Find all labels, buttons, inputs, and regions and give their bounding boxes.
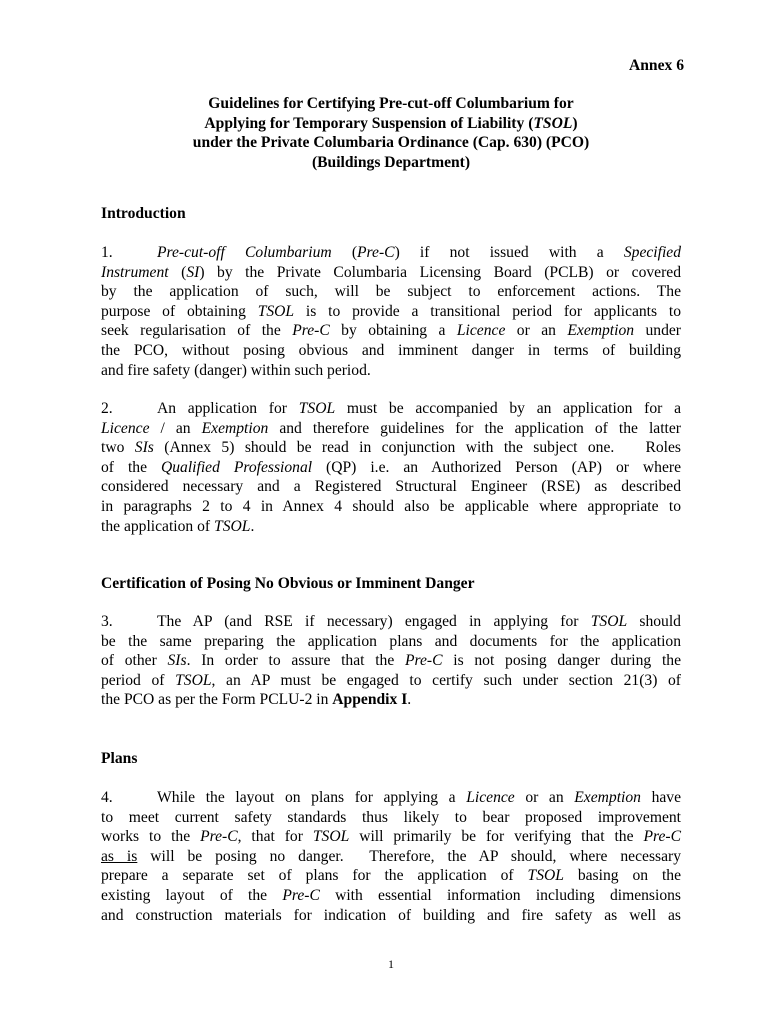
- para3-line-4: period of TSOL, an AP must be engaged to certify such under section 21(3) of: [101, 671, 682, 689]
- para2-line-2: Licence / an Exemption and therefore guidelines for the application of the latter: [101, 419, 681, 437]
- para4-line-6: existing layout of the Pre-C with essential information including dimensions: [101, 886, 681, 904]
- para1-line-4: purpose of obtaining TSOL is to provide a transitional period for applicants to: [101, 302, 681, 320]
- heading-introduction: Introduction: [101, 205, 186, 222]
- heading-certification: Certification of Posing No Obvious or Imminent Danger: [101, 575, 475, 592]
- document-page: [101, 0, 684, 1024]
- para3-line-1: 3. The AP (and RSE if necessary) engaged in applying for TSOL should: [101, 613, 681, 630]
- document-title: [101, 94, 681, 172]
- annex-label: Annex 6: [628, 57, 684, 74]
- paragraph-4: [101, 788, 681, 925]
- para2-line-3: two SIs (Annex 5) should be read in conjunction with the subject one. Roles: [101, 439, 681, 457]
- para1-line-5: seek regularisation of the Pre-C by obtaining a Licence or an Exemption under: [101, 322, 681, 340]
- title-line-3: under the Private Columbaria Ordinance (Cap. 630) (PCO): [192, 134, 590, 152]
- page-number: 1: [388, 957, 394, 971]
- para4-line-7: and construction materials for indication of building and fire safety as well as: [101, 906, 681, 924]
- para1-line-3: by the application of such, will be subject to enforcement actions. The: [101, 283, 681, 301]
- para4-line-5: prepare a separate set of plans for the application of TSOL basing on the: [101, 867, 681, 885]
- para4-line-3: works to the Pre-C, that for TSOL will primarily be for verifying that the Pre-C: [101, 828, 681, 846]
- para4-number: 4.: [101, 789, 113, 806]
- para2-line-5: considered necessary and a Registered Structural Engineer (RSE) as described: [101, 478, 681, 496]
- title-line-1: Guidelines for Certifying Pre-cut-off Columbarium for: [208, 95, 574, 112]
- para1-line-1: 1. Pre-cut-off Columbarium (Pre-C) if not issued with a Specified: [101, 244, 682, 261]
- para3-line-2: be the same preparing the application plans and documents for the application: [101, 632, 681, 650]
- paragraph-2: [101, 399, 681, 536]
- para2-line-7: the application of TSOL.: [101, 517, 255, 535]
- title-line-2: Applying for Temporary Suspension of Liability (TSOL): [204, 114, 578, 132]
- para3-line-5: the PCO as per the Form PCLU-2 in Appendix I.: [101, 691, 412, 709]
- para1-number: 1.: [101, 244, 113, 261]
- para3-number: 3.: [101, 613, 113, 630]
- paragraph-3: [101, 612, 681, 710]
- para3-line-3: of other SIs. In order to assure that the Pre-C is not posing danger during the: [101, 652, 681, 670]
- para2-line-1: 2. An application for TSOL must be accompanied by an application for a: [101, 400, 682, 417]
- para1-line-7: and fire safety (danger) within such period.: [101, 361, 371, 379]
- title-line-4: (Buildings Department): [311, 153, 471, 171]
- para2-number: 2.: [101, 400, 113, 417]
- para4-line-2: to meet current safety standards thus likely to bear proposed improvement: [101, 808, 681, 826]
- para2-line-6: in paragraphs 2 to 4 in Annex 4 should also be applicable where appropriate to: [101, 497, 681, 515]
- para4-line-4: as is will be posing no danger. Therefore, the AP should, where necessary: [101, 847, 681, 865]
- heading-plans: Plans: [101, 750, 138, 767]
- para1-line-6: the PCO, without posing obvious and imminent danger in terms of building: [101, 341, 681, 359]
- paragraph-1: [101, 243, 681, 380]
- para4-line-1: 4. While the layout on plans for applying a Licence or an Exemption have: [101, 789, 682, 806]
- para2-line-4: of the Qualified Professional (QP) i.e. an Authorized Person (AP) or where: [101, 458, 681, 476]
- para1-line-2: Instrument (SI) by the Private Columbaria Licensing Board (PCLB) or covered: [101, 263, 682, 281]
